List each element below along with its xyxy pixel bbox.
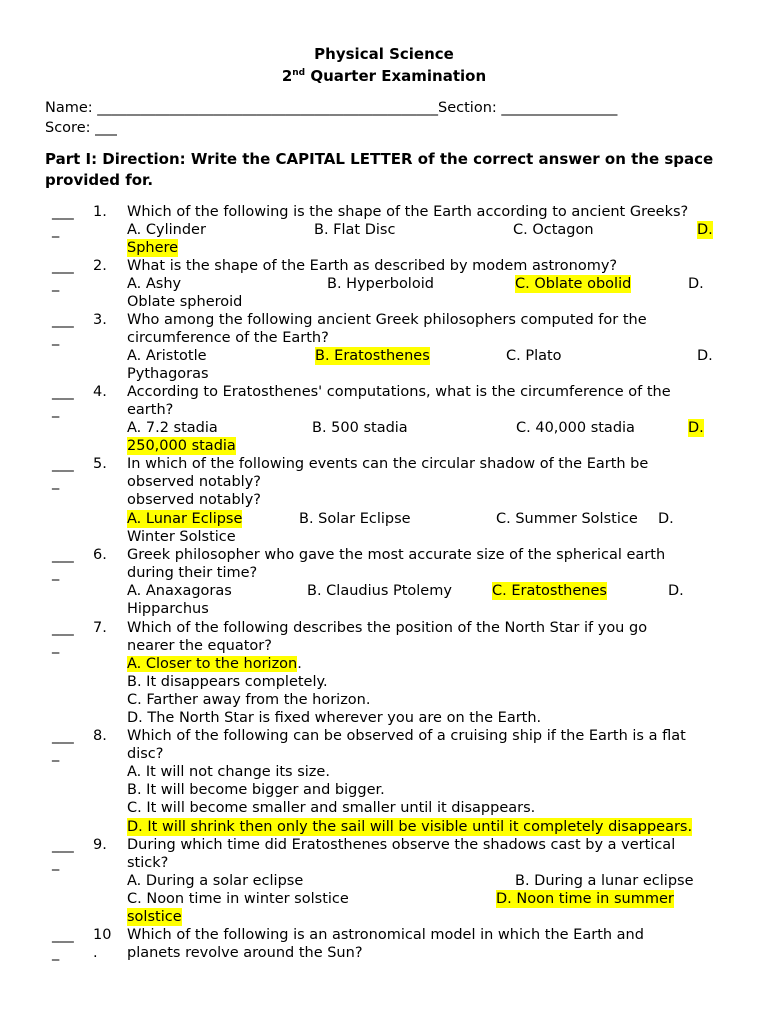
question-text-repeat: observed notably? — [127, 492, 261, 508]
choice-c: C. Summer Solstice — [496, 511, 638, 527]
choice-a: A. Cylinder — [127, 222, 206, 238]
question-text-cont: observed notably? — [127, 474, 261, 490]
question-text: Greek philosopher who gave the most accurate size of the spherical earth — [127, 547, 666, 563]
question-number: 4. — [93, 384, 107, 400]
choice-a: A. During a solar eclipse — [127, 873, 304, 889]
choice-a: A. Aristotle — [127, 348, 207, 364]
question-text: According to Eratosthenes' computations, what is the circumference of the — [127, 384, 671, 400]
question-number: 2. — [93, 258, 107, 274]
answer-blank: ___ — [52, 620, 74, 636]
choice-c: C. Farther away from the horizon. — [127, 692, 371, 708]
choice-c: C. 40,000 stadia — [516, 420, 635, 436]
choice-d: D. — [658, 511, 674, 527]
subtitle-text: Quarter Examination — [305, 67, 487, 85]
answer-blank: ___ — [52, 927, 74, 943]
question-number: 10 — [93, 927, 112, 943]
question-text: Which of the following describes the position of the North Star if you go — [127, 620, 648, 636]
choice-d-highlighted: D. — [688, 420, 704, 436]
choice-c: C. Plato — [506, 348, 562, 364]
question-text: Which of the following is the shape of the Earth according to ancient Greeks? — [127, 204, 689, 220]
question-text-cont: nearer the equator? — [127, 638, 272, 654]
choice-b: B. Claudius Ptolemy — [307, 583, 452, 599]
answer-blank: ___ — [52, 384, 74, 400]
choice-a: A. Anaxagoras — [127, 583, 232, 599]
question-text: Which of the following can be observed of a cruising ship if the Earth is a flat — [127, 728, 686, 744]
choice-d-cont: 250,000 stadia — [127, 438, 236, 454]
choice-a: A. 7.2 stadia — [127, 420, 218, 436]
question-text-cont: circumference of the Earth? — [127, 330, 329, 346]
choice-a-highlighted: A. Lunar Eclipse — [127, 511, 243, 527]
question-text-cont: planets revolve around the Sun? — [127, 945, 363, 961]
choice-d-highlighted: D. Noon time in summer — [496, 891, 674, 907]
question-number: 8. — [93, 728, 107, 744]
question-number: 5. — [93, 456, 107, 472]
answer-blank: ___ — [52, 728, 74, 744]
answer-blank-cont: _ — [52, 746, 60, 762]
answer-blank-cont: _ — [52, 945, 60, 961]
choice-d-cont: solstice — [127, 909, 182, 925]
choice-d-cont: Pythagoras — [127, 366, 209, 382]
question-number: 1. — [93, 204, 107, 220]
choice-c: C. Noon time in winter solstice — [127, 891, 349, 907]
choice-b-highlighted: B. Eratosthenes — [315, 348, 430, 364]
choice-b: B. It will become bigger and bigger. — [127, 782, 385, 798]
choice-b: B. During a lunar eclipse — [515, 873, 694, 889]
question-text: During which time did Eratosthenes observe the shadows cast by a vertical — [127, 837, 676, 853]
answer-blank-cont: _ — [52, 222, 60, 238]
direction-line-1: Part I: Direction: Write the CAPITAL LETTER of the correct answer on the space — [45, 150, 714, 168]
question-text-cont: earth? — [127, 402, 174, 418]
answer-blank-cont: _ — [52, 565, 60, 581]
name-section-line: Name: _______________________________________________Section: ________________ — [45, 100, 618, 116]
question-number: 9. — [93, 837, 107, 853]
exam-title: Physical Science — [314, 45, 454, 63]
choice-c: C. Octagon — [513, 222, 594, 238]
answer-blank-cont: _ — [52, 276, 60, 292]
question-number: 7. — [93, 620, 107, 636]
question-text: What is the shape of the Earth as described by modem astronomy? — [127, 258, 618, 274]
answer-blank-cont: _ — [52, 638, 60, 654]
choice-d-highlighted: D. It will shrink then only the sail will be visible until it completely disappears. — [127, 819, 693, 835]
answer-blank-cont: _ — [52, 855, 60, 871]
answer-blank-cont: _ — [52, 402, 60, 418]
choice-b: B. It disappears completely. — [127, 674, 328, 690]
question-text-cont: stick? — [127, 855, 169, 871]
answer-blank: ___ — [52, 258, 74, 274]
answer-blank: ___ — [52, 312, 74, 328]
choice-c: C. It will become smaller and smaller until it disappears. — [127, 800, 536, 816]
subtitle-ordinal: nd — [292, 68, 306, 78]
choice-a-period: . — [297, 656, 302, 672]
choice-d-cont: Oblate spheroid — [127, 294, 243, 310]
question-text-cont: disc? — [127, 746, 164, 762]
question-text-cont: during their time? — [127, 565, 258, 581]
choice-d-highlighted: D. — [697, 222, 713, 238]
subtitle-number: 2 — [281, 67, 293, 85]
choice-a: A. Ashy — [127, 276, 182, 292]
question-number: 6. — [93, 547, 107, 563]
question-text: In which of the following events can the circular shadow of the Earth be — [127, 456, 649, 472]
question-number-cont: . — [93, 945, 98, 961]
choice-d-cont: Winter Solstice — [127, 529, 236, 545]
question-text: Who among the following ancient Greek philosophers computed for the — [127, 312, 647, 328]
answer-blank: ___ — [52, 456, 74, 472]
question-text: Which of the following is an astronomical model in which the Earth and — [127, 927, 644, 943]
answer-blank: ___ — [52, 547, 74, 563]
answer-blank: ___ — [52, 204, 74, 220]
choice-a-highlighted: A. Closer to the horizon — [127, 656, 298, 672]
choice-b: B. Solar Eclipse — [299, 511, 411, 527]
score-line: Score: ___ — [45, 120, 117, 136]
choice-d-cont: Hipparchus — [127, 601, 209, 617]
choice-d: D. The North Star is fixed wherever you are on the Earth. — [127, 710, 542, 726]
choice-d: D. — [697, 348, 713, 364]
choice-d: D. — [668, 583, 684, 599]
choice-a — [127, 655, 302, 673]
choice-b: B. Hyperboloid — [327, 276, 434, 292]
choice-d-cont: Sphere — [127, 240, 179, 256]
exam-subtitle — [0, 67, 768, 85]
choice-c-highlighted: C. Oblate obolid — [515, 276, 632, 292]
choice-a: A. It will not change its size. — [127, 764, 330, 780]
question-number: 3. — [93, 312, 107, 328]
answer-blank-cont: _ — [52, 474, 60, 490]
choice-b: B. 500 stadia — [312, 420, 408, 436]
direction-line-2: provided for. — [45, 171, 154, 189]
choice-c-highlighted: C. Eratosthenes — [492, 583, 607, 599]
answer-blank-cont: _ — [52, 330, 60, 346]
choice-d: D. — [688, 276, 704, 292]
answer-blank: ___ — [52, 837, 74, 853]
choice-b: B. Flat Disc — [314, 222, 396, 238]
